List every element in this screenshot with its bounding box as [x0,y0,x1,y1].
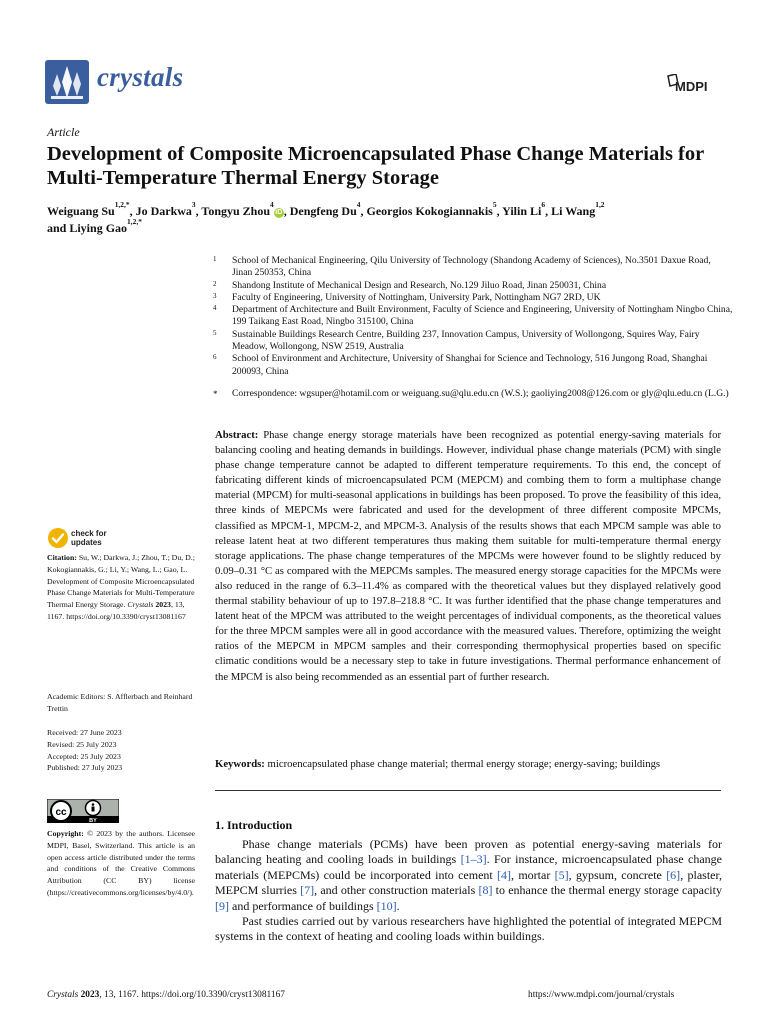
affiliation-item [213,304,733,329]
author-name[interactable]: , Georgios Kokogiannakis [360,204,493,218]
author-list [47,200,737,237]
date-received: Received: 27 June 2023 [47,728,122,737]
footer-citation [47,990,285,1000]
author-affil: 1,2,* [127,217,142,227]
affiliation-item [213,329,733,354]
affiliation-number: 6 [213,353,217,362]
text-run: and performance of buildings [229,898,377,913]
crystals-logo-icon [45,60,89,104]
correspondence [213,388,733,400]
text-run: . [396,898,400,913]
reference-link[interactable]: [7] [300,883,315,898]
affiliation-text: Shandong Institute of Mechanical Design and Research, No.129 Jiluo Road, Jinan 250031, China [232,279,607,291]
affiliation-item [213,255,733,280]
footer-doi[interactable]: , 13, 1167. https://doi.org/10.3390/cryst13081167 [99,990,285,1000]
affiliation-number: 2 [213,279,217,288]
affiliation-number: 4 [213,304,217,313]
check-for-updates-button[interactable] [47,527,147,549]
affiliation-text: Department of Architecture and Built Environment, Faculty of Science and Engineering, University of Nottingham Ningbo China, 199 Taikang East Road, Ningbo 315100, China [232,304,733,328]
footer-journal-url[interactable]: https://www.mdpi.com/journal/crystals [528,990,675,1000]
text-run: to enhance the thermal energy storage capacity [492,883,722,898]
citation-block [47,552,195,623]
mdpi-logo-text: MDPI [675,79,708,94]
paragraph: Past studies carried out by various researchers have highlighted the potential of integrated MEPCM systems in the context of heating and cooling loads within buildings. [215,914,722,944]
citation-label: Citation: [47,553,77,562]
correspondence-marker: * [213,389,218,399]
mdpi-logo[interactable] [664,74,719,96]
paragraph [215,837,722,914]
author-name[interactable]: , Dengfeng Du [283,204,357,218]
footer-year: 2023 [80,990,100,1000]
text-run: , gypsum, concrete [568,867,667,882]
reference-link[interactable]: [1–3] [460,852,487,867]
affiliation-text: School of Mechanical Engineering, Qilu University of Technology (Shandong Academy of Sciences), No.3501 Daxue Road, Jinan 250353, China [232,255,711,279]
reference-link[interactable]: [9] [215,898,229,913]
author-name[interactable]: , Jo Darkwa [129,204,192,218]
affiliation-number: 3 [213,291,217,300]
author-name[interactable]: and Liying Gao [47,221,128,235]
affiliation-text: School of Environment and Architecture, University of Shanghai for Science and Technology, 516 Jungong Road, Shanghai 200093, China [232,353,708,377]
article-title: Development of Composite Microencapsulated Phase Change Materials for Multi-Temperature Thermal Energy Storage [47,143,704,189]
author-name[interactable]: , Li Wang [545,204,596,218]
reference-link[interactable]: [10] [376,898,397,913]
affiliation-text: Sustainable Buildings Research Centre, Building 237, Innovation Campus, University of Wollongong, Squires Way, Fairy Meadow, Wollongong, NSW 2519, Australia [232,328,700,353]
abstract [215,428,721,685]
citation-journal: Crystals [127,600,154,610]
cc-by-text: BY [89,818,97,823]
affiliation-list [213,255,733,378]
text-run: , plaster, MEPCM slurries [215,867,722,898]
copyright-block [47,828,195,899]
orcid-icon[interactable]: iD [275,209,283,216]
text-run: . For instance, microencapsulated phase change materials (MEPCMs) could be incorporated into cement [215,852,723,882]
affiliation-text: Faculty of Engineering, University of Nottingham, University Park, Nottingham NG7 2RD, UK [232,291,601,303]
affiliation-item [213,353,733,378]
author-affil: 4 [270,200,274,210]
author-affil: 5 [492,200,497,210]
section-heading-introduction: 1. Introduction [215,818,293,832]
article-dates [47,727,195,774]
correspondence-text[interactable]: Correspondence: wgsuper@hotamil.com or weiguang.su@qlu.edu.cn (W.S.); gaoliying2008@126.com or gly@qlu.edu.cn (L.G.) [232,388,729,399]
author-name[interactable]: , Yilin Li [496,204,542,218]
author-name[interactable]: Weiguang Su [47,204,115,218]
copyright-label: Copyright: [47,829,84,838]
text-run: , mortar [511,867,555,882]
citation-text: Su, W.; Darkwa, J.; Zhou, T.; Du, D.; Kokogiannakis, G.; Li, Y.; Wang, L.; Gao, L. Development of Composite Microencapsulated Phase Change Materials for Multi-Temperature Thermal Energy Storage. [47,553,195,610]
section-divider [215,790,721,791]
abstract-text: Phase change energy storage materials have been recognized as potential energy-saving materials for balancing cooling and heating demands in buildings. However, individual phase change materials (PCM) with single phase change temperature cannot be adapted to different temperature requirements. To this end, the concept of fabricating different kinds of microencapsulated PCM (MEPCM) and combing them to form a multiphase change material (MPCM) for multi-seasonal applications in buildings has been proposed. To prove the feasibility of this idea, three kinds of MEPCMs were fabricated and used for the development of three different composite MPCMs, classified as MPCM-1, MPCM-2, and MPCM-3. Analysis of the results shows that each MPCM sample was able to release latent heat at two different temperatures thus making them suitable for multi-temperature thermal energy storage applications. The phase change temperatures of the MPCMs were however found to be slightly reduced by 0.09–0.31 °C as compared with the MEPCMs samples. The measured energy storage capacities for the MPCMs were also reduced in the range of 6.3–11.4% as compared with the theoretical values but they displayed relatively good thermal stability behaviour of up to 197.8–218.8 °C. It was further identified that the phase change temperatures and latent heat of the MPCM was attributed to the weight percentages of individual components, as the theoretical values for the three MPCM samples were all in good accordance with the measured values. Therefore, optimizing the weight ratios of the MEPCM in MPCM samples and their corresponding thermophysical properties based on specific climatic conditions would be a necessary step to take in future investigations. Thermal performance enhancement of the MPCM is also being recommended as an essential part of further research. [215,429,722,683]
date-revised: Revised: 25 July 2023 [47,739,117,749]
cc-by-license-icon[interactable] [47,799,119,823]
citation-year: 2023 [155,600,171,610]
date-accepted: Accepted: 25 July 2023 [47,751,121,761]
copyright-text: © 2023 by the authors. Licensee MDPI, Basel, Switzerland. This article is an open access article distributed under the terms and conditions of the Creative Commons Attribution (CC BY) license (https://creativecommons.org/licenses/by/4.0/). [47,829,195,897]
date-published: Published: 27 July 2023 [47,763,123,773]
text-run: Phase change materials (PCMs) have been proven as potential energy-saving materials for balancing heating and cooling loads in buildings [215,837,722,867]
text-run: , and other construction materials [314,883,479,898]
affiliation-item [213,292,733,304]
introduction-body [215,837,722,945]
journal-name[interactable]: crystals [97,62,184,92]
abstract-label: Abstract: [215,429,259,441]
author-affil: 3 [191,200,196,210]
reference-link[interactable]: [8] [478,883,493,898]
reference-link[interactable]: [5] [554,867,569,882]
footer-journal: Crystals [47,990,79,1000]
author-name[interactable]: , Tongyu Zhou [195,204,271,218]
affiliation-number: 1 [213,255,217,263]
keywords-label: Keywords: [215,758,265,770]
svg-text:cc: cc [55,807,67,818]
author-affil: 1,2 [595,200,605,210]
affiliation-item [213,280,733,292]
academic-editors: Academic Editors: S. Afflerbach and Reinhard Trettin [47,692,193,713]
check-for-updates-label [71,529,107,547]
reference-link[interactable]: [6] [666,867,681,882]
article-type: Article [47,125,80,139]
keywords [215,757,721,772]
author-affil: 4 [356,200,361,210]
citation-doi[interactable]: , 13, 1167. https://doi.org/10.3390/cryst13081167 [47,600,186,621]
keywords-text: microencapsulated phase change material; thermal energy storage; energy-saving; buildings [267,758,661,770]
check-updates-line2: updates [71,538,102,547]
author-affil: 6 [541,200,546,210]
affiliation-number: 5 [213,328,217,337]
reference-link[interactable]: [4] [497,867,512,882]
check-for-updates-icon [47,527,69,549]
check-updates-line1: check for [71,529,107,538]
author-affil: 1,2,* [114,200,130,210]
